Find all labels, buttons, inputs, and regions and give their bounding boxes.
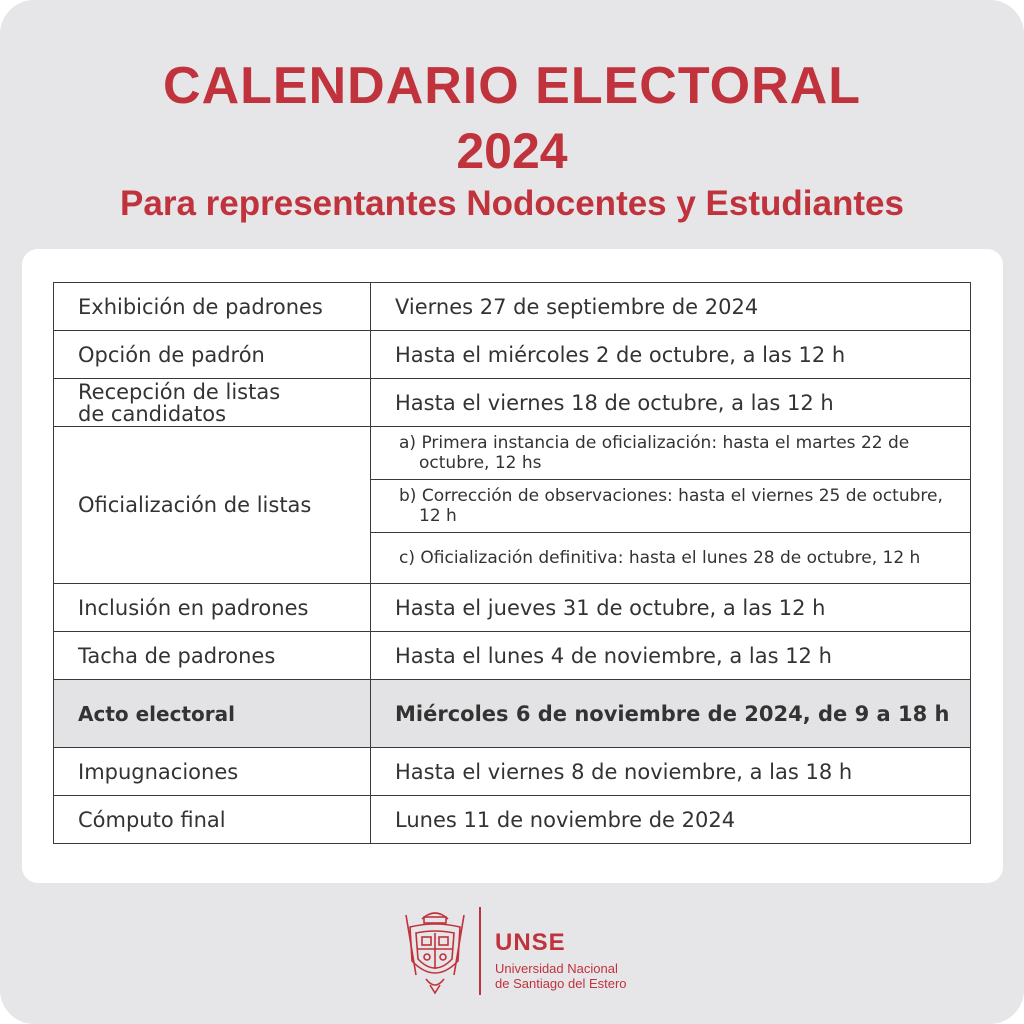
event-step-text: a) Primera instancia de oficialización: hasta el martes 22 de octubre, 12 hs [399,433,910,473]
event-step [371,427,971,480]
university-acronym: UNSE [495,929,566,956]
table-row [54,283,971,331]
event-label: Cómputo final [54,796,371,844]
event-date: Hasta el viernes 8 de noviembre, a las 18 h [371,748,971,796]
university-name-line1: Universidad Nacional [495,961,618,976]
event-date: Lunes 11 de noviembre de 2024 [371,796,971,844]
event-date: Hasta el miércoles 2 de octubre, a las 12 h [371,331,971,379]
event-step-text: b) Corrección de observaciones: hasta el viernes 25 de octubre, 12 h [399,486,943,526]
page-year: 2024 [456,123,568,179]
table-row [54,748,971,796]
calendar-table [53,282,971,844]
university-name [495,961,645,991]
table-row [54,379,971,427]
page-subtitle: Para representantes Nodocentes y Estudiantes [120,184,904,223]
event-label: Inclusión en padrones [54,584,371,632]
table-row [54,632,971,680]
event-step [371,480,971,533]
event-date: Miércoles 6 de noviembre de 2024, de 9 a 18 h [371,680,971,748]
event-label: Oficialización de listas [54,427,371,584]
event-label: Opción de padrón [54,331,371,379]
table-row-highlight [54,680,971,748]
event-step-text: c) Oficialización definitiva: hasta el lunes 28 de octubre, 12 h [399,548,921,568]
event-label: Impugnaciones [54,748,371,796]
page-title: CALENDARIO ELECTORAL [163,57,861,115]
event-label: Recepción de listas de candidatos [54,379,371,427]
event-label: Acto electoral [54,680,371,748]
event-date: Hasta el lunes 4 de noviembre, a las 12 h [371,632,971,680]
event-date: Viernes 27 de septiembre de 2024 [371,283,971,331]
university-name-line2: de Santiago del Estero [495,976,627,991]
university-crest-icon [400,905,470,995]
event-step [371,533,971,584]
event-label: Tacha de padrones [54,632,371,680]
table-row [54,331,971,379]
table-row [54,427,971,480]
logo-divider [479,907,481,995]
table-row [54,584,971,632]
table-row [54,796,971,844]
footer-logo [400,905,640,1000]
event-date: Hasta el viernes 18 de octubre, a las 12 h [371,379,971,427]
event-date: Hasta el jueves 31 de octubre, a las 12 h [371,584,971,632]
event-label: Exhibición de padrones [54,283,371,331]
